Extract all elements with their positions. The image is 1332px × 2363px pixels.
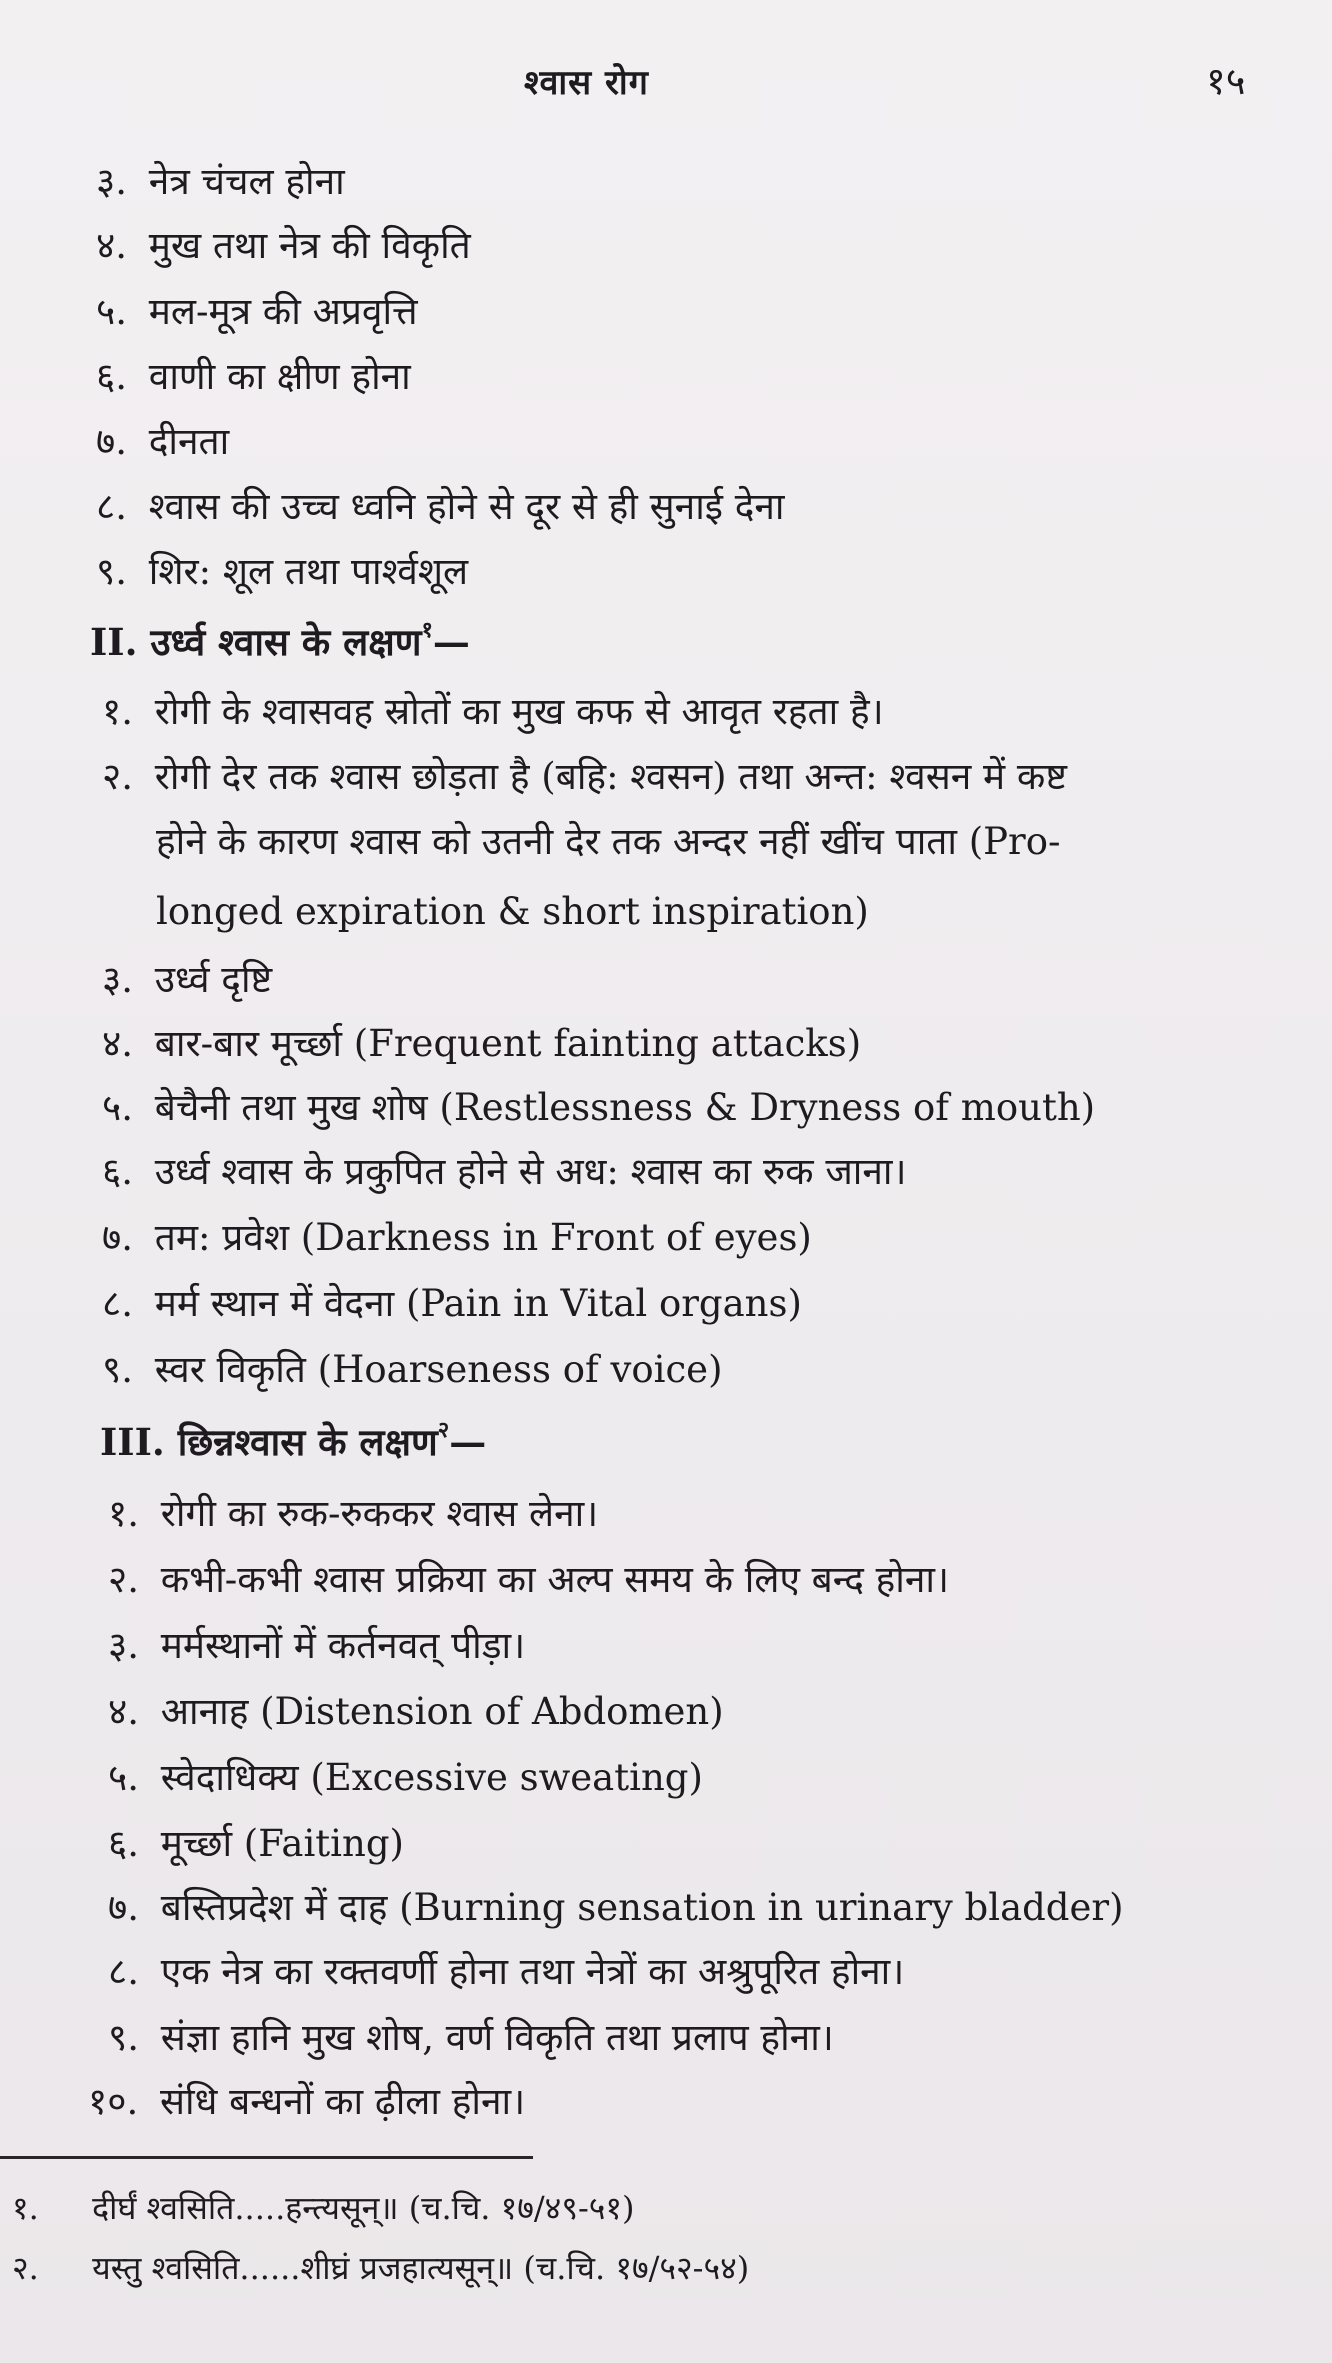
item-number: ४. [108, 1690, 140, 1733]
list-item [108, 1886, 1124, 1930]
item-text: संधि बन्धनों का ढ़ीला होना। [160, 2080, 526, 2123]
list-item [108, 2016, 834, 2060]
list-item-continuation [156, 820, 1061, 864]
heading-dash: — [432, 620, 470, 664]
item-text: मुख तथा नेत्र की विकृति [148, 224, 471, 267]
item-text: longed expiration & short inspiration) [156, 890, 869, 933]
list-item [108, 1690, 724, 1734]
heading-dash: — [449, 1420, 487, 1464]
item-number: १. [102, 690, 134, 733]
item-number: २. [108, 1558, 140, 1601]
item-text: बार-बार मूर्च्छा (Frequent fainting attacks) [154, 1022, 862, 1065]
item-text: श्वास की उच्च ध्वनि होने से दूर से ही सुनाई देना [148, 485, 785, 528]
list-item [108, 1950, 904, 1994]
section-number: II. [90, 620, 138, 664]
item-number: ३. [102, 958, 134, 1001]
list-item [96, 290, 418, 334]
item-text: स्वेदाधिक्य (Excessive sweating) [160, 1756, 703, 1799]
list-item [96, 224, 471, 268]
item-number: ७. [108, 1886, 140, 1929]
footnote-divider [0, 2156, 533, 2159]
item-text: बस्तिप्रदेश में दाह (Burning sensation in urinary bladder) [160, 1886, 1124, 1929]
footnote-number: २. [12, 2249, 39, 2287]
item-text: मर्मस्थानों में कर्तनवत् पीड़ा। [160, 1624, 526, 1667]
list-item [102, 1216, 812, 1260]
list-item [108, 1822, 404, 1866]
item-text: वाणी का क्षीण होना [148, 355, 411, 398]
list-item [102, 1348, 723, 1392]
item-text: दीनता [148, 420, 230, 463]
list-item [96, 420, 229, 464]
list-item [96, 160, 345, 204]
item-text: तम: प्रवेश (Darkness in Front of eyes) [154, 1216, 812, 1259]
footnote-number: १. [12, 2189, 39, 2227]
page-header [0, 50, 1332, 110]
item-text: रोगी देर तक श्वास छोड़ता है (बहि: श्वसन) तथा अन्त: श्वसन में कष्ट [154, 755, 1067, 798]
list-item [96, 550, 468, 594]
list-item [108, 1624, 525, 1668]
item-number: ४. [96, 224, 128, 267]
item-text: बेचैनी तथा मुख शोष (Restlessness & Dryness of mouth) [154, 1086, 1096, 1129]
section-title: उर्ध्व श्वास के लक्षण [150, 620, 422, 664]
list-item [102, 958, 272, 1002]
item-text: मर्म स्थान में वेदना (Pain in Vital organs) [154, 1282, 802, 1325]
item-text: रोगी का रुक-रुककर श्वास लेना। [160, 1492, 599, 1535]
item-number: ६. [102, 1150, 134, 1193]
item-number: ४. [102, 1022, 134, 1065]
item-text: आनाह (Distension of Abdomen) [160, 1690, 724, 1733]
footnote-text: यस्तु श्वसिति......शीघ्रं प्रजहात्यसून्॥ (च.चि. १७/५२-५४) [92, 2249, 750, 2287]
item-number: ३. [108, 1624, 140, 1667]
item-number: ७. [96, 420, 128, 463]
item-number: ९. [96, 550, 128, 593]
item-text: संज्ञा हानि मुख शोष, वर्ण विकृति तथा प्रलाप होना। [160, 2016, 834, 2059]
section-title: छिन्नश्वास के लक्षण [177, 1420, 438, 1464]
item-number: ९. [108, 2016, 140, 2059]
list-item [102, 755, 1067, 799]
item-number: ३. [96, 160, 128, 203]
list-item [102, 690, 884, 734]
item-number: ८. [108, 1950, 140, 1993]
footnote-ref: २ [437, 1417, 450, 1443]
footnote-ref: १ [421, 617, 433, 643]
list-item [102, 1022, 861, 1066]
item-text: मूर्च्छा (Faiting) [160, 1822, 404, 1865]
footnote-text: दीर्घं श्वसिति.....हन्त्यसून्॥ (च.चि. १७/४९-५१) [92, 2189, 635, 2227]
page-number: १५ [1206, 59, 1246, 103]
list-item [88, 2080, 525, 2124]
item-number: ८. [96, 485, 128, 528]
list-item-continuation [156, 890, 869, 934]
item-text: होने के कारण श्वास को उतनी देर तक अन्दर नहीं खींच पाता (Pro- [156, 820, 1061, 863]
item-text: कभी-कभी श्वास प्रक्रिया का अल्प समय के लिए बन्द होना। [160, 1558, 950, 1601]
list-item [102, 1282, 802, 1326]
item-text: रोगी के श्वासवह स्रोतों का मुख कफ से आवृत रहता है। [154, 690, 884, 733]
item-text: मल-मूत्र की अप्रवृत्ति [148, 290, 418, 333]
running-title: श्वास रोग [524, 63, 649, 103]
item-number: ६. [96, 355, 128, 398]
section-heading-ii [90, 617, 470, 664]
list-item [108, 1492, 598, 1536]
list-item [102, 1086, 1095, 1130]
list-item [108, 1558, 949, 1602]
item-text: उर्ध्व दृष्टि [154, 958, 273, 1001]
list-item [102, 1150, 907, 1194]
item-text: स्वर विकृति (Hoarseness of voice) [154, 1348, 723, 1391]
footnote [12, 2248, 749, 2288]
list-item [108, 1756, 703, 1800]
item-number: २. [102, 755, 134, 798]
item-number: ५. [108, 1756, 140, 1799]
list-item [96, 485, 784, 529]
item-number: ९. [102, 1348, 134, 1391]
item-text: नेत्र चंचल होना [148, 160, 345, 203]
item-number: ५. [96, 290, 128, 333]
footnote [12, 2188, 635, 2228]
item-number: ८. [102, 1282, 134, 1325]
item-number: ५. [102, 1086, 134, 1129]
item-text: शिर: शूल तथा पार्श्वशूल [148, 550, 469, 593]
item-text: उर्ध्व श्वास के प्रकुपित होने से अध: श्वास का रुक जाना। [154, 1150, 907, 1193]
item-number: ७. [102, 1216, 134, 1259]
item-number: ६. [108, 1822, 140, 1865]
item-number: १०. [88, 2080, 139, 2123]
section-heading-iii [100, 1417, 487, 1464]
item-text: एक नेत्र का रक्तवर्णी होना तथा नेत्रों का अश्रुपूरित होना। [160, 1950, 905, 1993]
item-number: १. [108, 1492, 140, 1535]
list-item [96, 355, 411, 399]
section-number: III. [100, 1420, 165, 1464]
